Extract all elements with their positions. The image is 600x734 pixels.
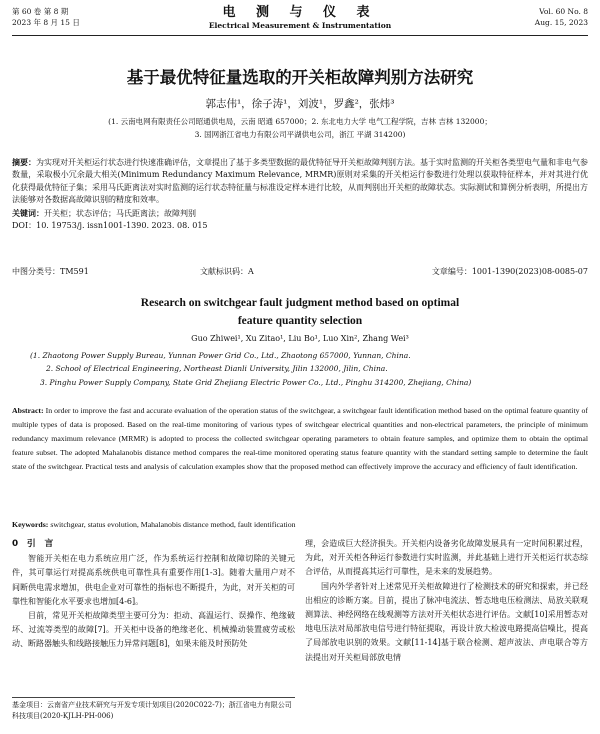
- affiliations-cn: [40, 115, 560, 141]
- affiliation-en-line: (1. Zhaotong Power Supply Bureau, Yunnan Power Grid Co., Ltd., Zhaotong 657000, Yunnan, China.: [30, 351, 411, 360]
- keywords-cn-label: 关键词：: [12, 207, 44, 218]
- affiliation-cn-line: 3. 国网浙江省电力有限公司平湖供电公司，浙江 平湖 314200): [194, 130, 406, 139]
- body-right-column: [305, 537, 588, 665]
- keywords-en: switchgear, status evolution, Mahalanobis distance method, fault identification: [50, 520, 296, 529]
- abstract-cn-text: 为实现对开关柜运行状态进行快速准确评估，文章提出了基于多类型数据的最优特征导开关柜故障判别方法。基于实时监测的开关柜各类型电气量和非电气参数量，采取极小冗余最大相关(Minimum Redundancy Maximum Relevance, MRMR)原则对采集的开关柜运行参数进行处理以获取特征样本，并对其进行优化获得最优特征子集；采用马氏距离法对实时监测的运行状态特征量与标准设定样本进行比较，从而判别出开关柜的故障状态。实际测试和算例分析表明，所提出方法能够对各数据高故障识别的精度和效率。: [12, 158, 588, 205]
- document-code: 文献标识码：A: [200, 267, 254, 276]
- authors-cn: 郭志伟¹，徐子涛¹，刘波¹，罗鑫²，张炜³: [205, 98, 395, 110]
- funding-footnote: 基金项目：云南省产业技术研究与开发专项计划项目(2020C022-7)；浙江省电力有限公司科技项目(2020-KJLH-PH-006): [12, 697, 295, 721]
- affiliation-en-line: 2. School of Electrical Engineering, Northeast Dianli University, Jilin 132000, Jilin, China.: [46, 364, 388, 374]
- page-header: [12, 6, 588, 36]
- date-cn: 2023 年 8 月 15 日: [12, 18, 80, 27]
- volume-en: Vol. 60 No. 8: [539, 7, 588, 16]
- section-heading: 0 引 言: [12, 539, 54, 549]
- date-en: Aug. 15, 2023: [534, 18, 588, 27]
- affiliation-cn-line: (1. 云南电网有限责任公司昭通供电局，云南 昭通 657000；2. 东北电力大学 电气工程学院，吉林 吉林 132000；: [108, 117, 492, 126]
- body-left-column: [12, 537, 295, 652]
- keywords-cn: 开关柜；状态评估；马氏距离法；故障判别: [44, 208, 196, 218]
- body-paragraph: 智能开关柜在电力系统应用广泛，作为系统运行控制和故障切除的关键元件，其可靠运行对提高系统供电可靠性具有重要作用[1-3]。随着大量用户对不间断供电需求增加，供电企业对可靠性的指标也不断提升，为此，对开关柜的可靠性和智能化水平要求也增加[4-6]。: [12, 554, 295, 606]
- journal-name-en: Electrical Measurement & Instrumentation: [208, 21, 392, 30]
- keywords-en-label: Keywords:: [12, 520, 49, 529]
- title-en: Research on switchgear fault judgment method based on optimal feature quantity selection: [140, 297, 460, 327]
- abstract-cn: [12, 156, 588, 232]
- body-paragraph: 国内外学者针对上述常见开关柜故障进行了检测技术的研究和探索，并已经出相应的诊断方案。目前，提出了脉冲电流法、暂态地电压检测法、局放关联观测算法、神经网络在线观测等方法对开关柜状态进行评估。文献[10]采用暂态对地电压法对局部放电信号进行特征提取，再设计放大检波电路提高信噪比，提高了局部放电识别的效果。文献[11-14]基于联合检测、超声波法、声电联合等方法提出对开关柜局部放电情: [305, 581, 588, 662]
- header-rule: [12, 35, 588, 36]
- header-right: [535, 6, 588, 28]
- affiliations-en: [30, 349, 570, 389]
- authors-en: Guo Zhiwei¹, Xu Zitao¹, Liu Bo¹, Luo Xin², Zhang Wei³: [191, 334, 409, 343]
- abstract-en-text: In order to improve the fast and accurate evaluation of the operation status of the switchgear, a switchgear fault identification method based on the optimal feature quantity of multiple types of data is proposed. Based on the real-time monitoring of various types of switchgear electrical quantities and non-electrical parameters, the principle of minimum redundancy maximum relevance (MRMR) is adopted to process the collected switchgear operating parameters to obtain feature samples, and optimize them to obtain the optimal feature subset. The adopted Mahalanobis distance method compares the real-time monitored operating status feature quantity with the standard setting sample to determine the fault state of the switchgear. Practical tests and analysis of calculation examples show that the proposed method can effectively improve the accuracy and efficiency of fault identification.: [12, 406, 588, 471]
- article-number: 文章编号：1001-1390(2023)08-0085-07: [431, 267, 588, 276]
- volume-cn: 第 60 卷 第 8 期: [12, 7, 69, 16]
- abstract-en: [12, 404, 588, 474]
- header-center: [12, 6, 588, 31]
- title-cn: 基于最优特征量选取的开关柜故障判别方法研究: [126, 68, 474, 87]
- abstract-cn-label: 摘要：: [12, 157, 36, 167]
- body-paragraph: 理，会造成巨大经济损失。开关柜内设备劣化故障发展具有一定时间积累过程，为此，对开关柜各种运行参数进行实时监测，并此基础上进行开关柜运行状态综合评估，从而提高其运行可靠性，是未来的发展趋势。: [305, 539, 588, 577]
- doi: DOI：10. 19753/j. issn1001-1390. 2023. 08. 015: [12, 221, 208, 231]
- abstract-en-label: Abstract:: [12, 406, 44, 415]
- clc-number: 中图分类号：TM591: [12, 267, 89, 276]
- journal-name-cn: 电 测 与 仪 表: [222, 5, 378, 20]
- keywords-en-line: [12, 520, 588, 529]
- affiliation-en-line: 3. Pinghu Power Supply Company, State Grid Zhejiang Electric Power Co., Ltd., Pinghu 314200, Zhejiang, China): [40, 377, 472, 387]
- body-paragraph: 目前，常见开关柜故障类型主要可分为：拒动、高温运行、误操作、绝缘破坏、过流等类型的故障[7]。开关柜中设备的绝缘老化、机械操动装置疲劳或松动、断路器触头和线路接触压力异常问题[8]，如果未能及时预防处: [12, 611, 295, 649]
